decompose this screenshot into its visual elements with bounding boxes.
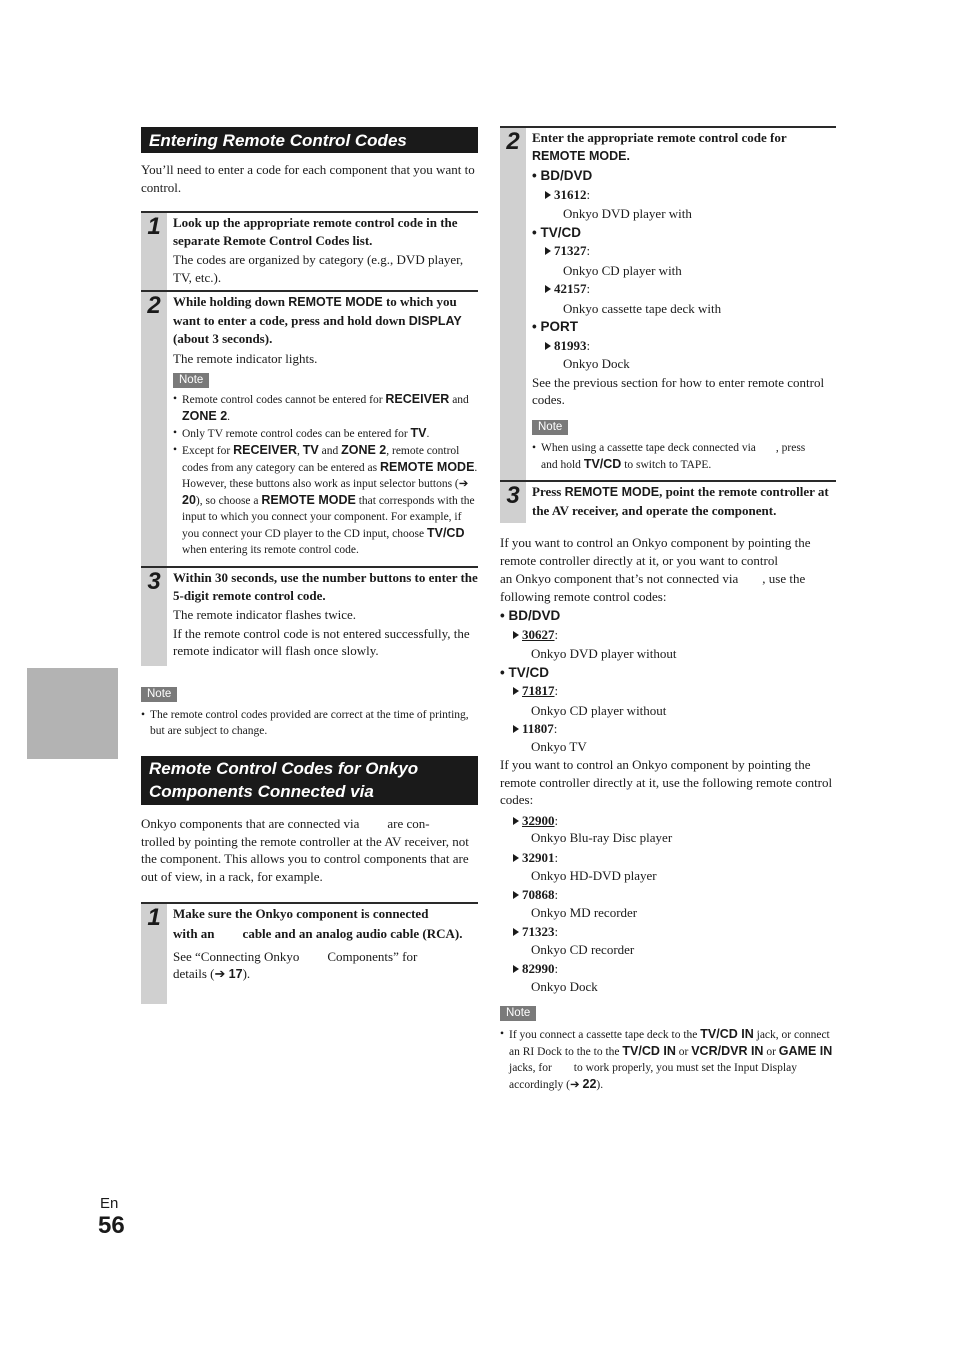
note-list (173, 391, 478, 558)
code-description: Onkyo DVD player with (563, 206, 692, 221)
paragraph: If you want to control an Onkyo component by pointing the remote controller directly at it, or you want to control (500, 535, 811, 568)
arrow-icon: ➔ (458, 478, 469, 490)
step-number: 1 (141, 213, 167, 290)
side-tab (27, 668, 118, 759)
triangle-bullet-icon (513, 725, 519, 733)
step-instruction: Look up the appropriate remote control code in the separate Remote Control Codes list. (173, 215, 458, 248)
code-description: Onkyo Dock (563, 356, 630, 371)
arrow-icon: ➔ (214, 966, 226, 981)
section-title-entering-codes: Entering Remote Control Codes (141, 127, 478, 153)
page-language: En (100, 1195, 119, 1212)
note-item: • If you connect a cassette tape deck to the TV/CD IN jack, or connect an RI Dock to the to the TV/CD IN or VCR/DVR IN or GAME IN jacks, for to work properly, you must set the Input Display accordingly (➔ 22). (500, 1026, 836, 1093)
step-text: See “Connecting Onkyo Components” for details (➔ 17). (173, 948, 418, 981)
code-entry: 42157: (532, 280, 836, 298)
code-description: Onkyo CD recorder (531, 942, 635, 957)
step-instruction: Press REMOTE MODE, point the remote controller at the AV receiver, and operate the component. (532, 484, 829, 518)
page-ref-link[interactable]: 20 (182, 493, 196, 507)
paragraph: following remote control codes: (500, 588, 667, 604)
note-label: Note (141, 687, 177, 702)
note-item: • Only TV remote control codes can be entered for TV. (173, 425, 478, 442)
step-text: The remote indicator flashes twice. (173, 607, 357, 622)
code-description: Onkyo HD-DVD player (531, 868, 657, 883)
code-description: Onkyo CD player without (531, 702, 667, 718)
code-entry: 71817: (500, 682, 836, 700)
step-3-press-remote-mode (500, 480, 836, 523)
step-number: 1 (141, 904, 167, 1004)
code-description: Onkyo cassette tape deck with (563, 300, 722, 316)
code-description: Onkyo MD recorder (531, 905, 638, 920)
page-ref-link[interactable]: 22 (582, 1076, 597, 1091)
code-description: Onkyo DVD player without (531, 646, 677, 661)
note-item: • When using a cassette tape deck connected via , press and hold TV/CD to switch to TAPE. (532, 440, 836, 473)
step-text: The remote indicator lights. (173, 350, 318, 366)
code-entry: 31612: (532, 186, 836, 204)
code-description: Onkyo CD player with (563, 262, 682, 278)
triangle-bullet-icon (513, 817, 519, 825)
note-label: Note (500, 1006, 536, 1021)
step-instruction: Enter the appropriate remote control code for REMOTE MODE. (532, 130, 787, 163)
code-entry: 81993: (532, 337, 836, 355)
section-intro: You’ll need to enter a code for each component that you want to control. (141, 162, 475, 195)
category-tv-cd: • TV/CD (500, 664, 549, 680)
step-2-enter-code-for-mode (500, 126, 836, 480)
triangle-bullet-icon (545, 247, 551, 255)
section-intro: Onkyo components that are connected via are con- trolled by pointing the remote controller at the AV receiver, not the component. This allows you to control components that are out of view, in a rack, for example. (141, 816, 469, 884)
code-entry: 71327: (532, 242, 836, 260)
code-description: Onkyo TV (531, 738, 587, 754)
page-number: 56 (98, 1212, 125, 1239)
step-text: If the remote control code is not entered successfully, the remote indicator will flash once slowly. (173, 625, 470, 658)
code-entry: 32901: (500, 849, 836, 867)
category-tv-cd: • TV/CD (532, 224, 581, 240)
code-entry: 71323: (500, 923, 836, 941)
step-instruction: Within 30 seconds, use the number buttons to enter the 5-digit remote control code. (173, 570, 478, 603)
triangle-bullet-icon (545, 342, 551, 350)
triangle-bullet-icon (545, 191, 551, 199)
category-bd-dvd: • BD/DVD (532, 168, 593, 183)
step-1-lookup (141, 211, 478, 290)
step-text: See the previous section for how to enter remote control codes. (532, 374, 825, 407)
step-3-enter-code (141, 566, 478, 666)
triangle-bullet-icon (513, 854, 519, 862)
code-description: Onkyo Blu-ray Disc player (531, 830, 673, 845)
triangle-bullet-icon (513, 631, 519, 639)
paragraph: If you want to control an Onkyo component by pointing the remote controller directly at it, use the following remote control codes: (500, 757, 833, 807)
step-text: The codes are organized by category (e.g., DVD player, TV, etc.). (173, 252, 464, 285)
arrow-icon: ➔ (570, 1078, 580, 1091)
note-item: • Except for RECEIVER, TV and ZONE 2, remote control codes from any category can be entered as REMOTE MODE. However, these buttons also work as input selector buttons (➔ 20), so choose a REMOTE MODE that corresponds with the input to which you connect your component. For example, if you connect your CD player to the CD input, choose TV/CD when entering its remote control code. (173, 442, 478, 558)
note-item: • Remote control codes cannot be entered for RECEIVER and ZONE 2. (173, 391, 478, 425)
paragraph: an Onkyo component that’s not connected via , use the (500, 571, 806, 586)
step-number: 3 (141, 568, 167, 666)
note-label: Note (173, 373, 209, 388)
code-description: Onkyo Dock (531, 979, 598, 994)
step-number: 3 (500, 482, 526, 523)
code-entry: 11807: (500, 720, 836, 738)
triangle-bullet-icon (545, 285, 551, 293)
step-2-hold-remote-mode (141, 290, 478, 566)
code-entry: 32900: (500, 812, 836, 830)
code-entry: 30627: (500, 626, 836, 644)
triangle-bullet-icon (513, 687, 519, 695)
note-item: • The remote control codes provided are correct at the time of printing, but are subject to change. (141, 707, 478, 739)
step-instruction: While holding down REMOTE MODE to which you want to enter a code, press and hold down DISPLAY (about 3 seconds). (173, 294, 462, 346)
section-title-onkyo-components: Remote Control Codes for Onkyo Components Connected via (141, 756, 478, 805)
triangle-bullet-icon (513, 928, 519, 936)
code-entry: 70868: (500, 886, 836, 904)
page-ref-link[interactable]: 17 (228, 967, 243, 981)
step-1-connect-component (141, 902, 478, 1004)
step-number: 2 (500, 128, 526, 480)
category-bd-dvd: • BD/DVD (500, 608, 561, 623)
note-label: Note (532, 420, 568, 435)
step-instruction: Make sure the Onkyo component is connected with an cable and an analog audio cable (RCA). (173, 906, 463, 941)
triangle-bullet-icon (513, 891, 519, 899)
category-port: • PORT (532, 319, 578, 334)
triangle-bullet-icon (513, 965, 519, 973)
step-number: 2 (141, 292, 167, 566)
code-entry: 82990: (500, 960, 836, 978)
